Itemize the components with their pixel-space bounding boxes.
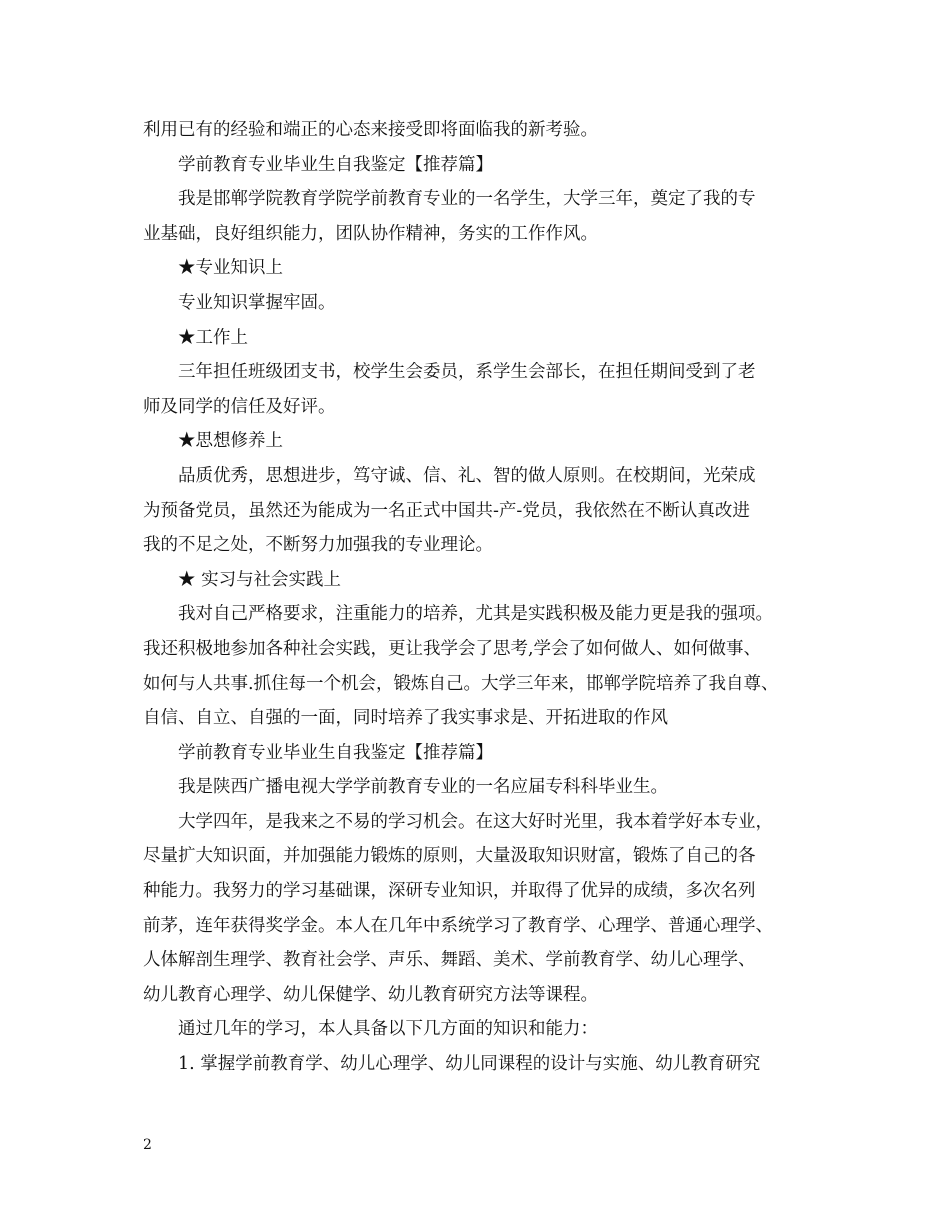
text-line: 种能力。我努力的学习基础课，深研专业知识，并取得了优异的成绩，多次名列 xyxy=(143,881,756,902)
text-line: 如何与人共事.抓住每一个机会，锻炼自己。大学三年来，邯郸学院培养了我自尊、 xyxy=(143,673,779,694)
text-line: 为预备党员，虽然还为能成为一名正式中国共-产-党员，我依然在不断认真改进 xyxy=(143,500,750,521)
text-line: 我的不足之处，不断努力加强我的专业理论。 xyxy=(143,535,493,556)
text-line: 自信、自立、自强的一面，同时培养了我实事求是、开拓进取的作风 xyxy=(143,708,668,729)
text-line: 幼儿教育心理学、幼儿保健学、幼儿教育研究方法等课程。 xyxy=(143,984,598,1005)
text-line: ★ 实习与社会实践上 xyxy=(178,569,342,590)
text-line: 师及同学的信任及好评。 xyxy=(143,396,336,417)
text-line: 学前教育专业毕业生自我鉴定【推荐篇】 xyxy=(178,154,493,175)
text-line: 我对自己严格要求，注重能力的培养，尤其是实践积极及能力更是我的强项。 xyxy=(178,604,773,625)
text-line: 三年担任班级团支书，校学生会委员，系学生会部长，在担任期间受到了老 xyxy=(178,362,756,383)
document-body xyxy=(143,113,823,1082)
text-line: 我还积极地参加各种社会实践，更让我学会了思考,学会了如何做人、如何做事、 xyxy=(143,638,762,659)
text-line: 品质优秀，思想进步，笃守诚、信、礼、智的做人原则。在校期间，光荣成 xyxy=(178,465,756,486)
text-line: 尽量扩大知识面，并加强能力锻炼的原则，大量汲取知识财富，锻炼了自己的各 xyxy=(143,846,756,867)
text-line: ★专业知识上 xyxy=(178,258,283,279)
text-line: 通过几年的学习，本人具备以下几方面的知识和能力： xyxy=(178,1019,598,1040)
text-line: ★工作上 xyxy=(178,327,248,348)
text-line: 学前教育专业毕业生自我鉴定【推荐篇】 xyxy=(178,742,493,763)
text-line: 我是陕西广播电视大学学前教育专业的一名应届专科科毕业生。 xyxy=(178,777,668,798)
text-line: 我是邯郸学院教育学院学前教育专业的一名学生，大学三年，奠定了我的专 xyxy=(178,189,756,210)
text-line: 人体解剖生理学、教育社会学、声乐、舞蹈、美术、学前教育学、幼儿心理学、 xyxy=(143,950,756,971)
text-line: 大学四年，是我来之不易的学习机会。在这大好时光里，我本着学好本专业， xyxy=(178,811,773,832)
text-line: 1. 掌握学前教育学、幼儿心理学、幼儿同课程的设计与实施、幼儿教育研究 xyxy=(178,1054,761,1075)
text-line: 前茅，连年获得奖学金。本人在几年中系统学习了教育学、心理学、普通心理学、 xyxy=(143,915,773,936)
text-line: 专业知识掌握牢固。 xyxy=(178,292,336,313)
text-line: 业基础，良好组织能力，团队协作精神，务实的工作作风。 xyxy=(143,223,598,244)
text-line: 利用已有的经验和端正的心态来接受即将面临我的新考验。 xyxy=(143,120,598,140)
text-line: ★思想修养上 xyxy=(178,431,283,452)
page-number: 2 xyxy=(143,1137,152,1153)
